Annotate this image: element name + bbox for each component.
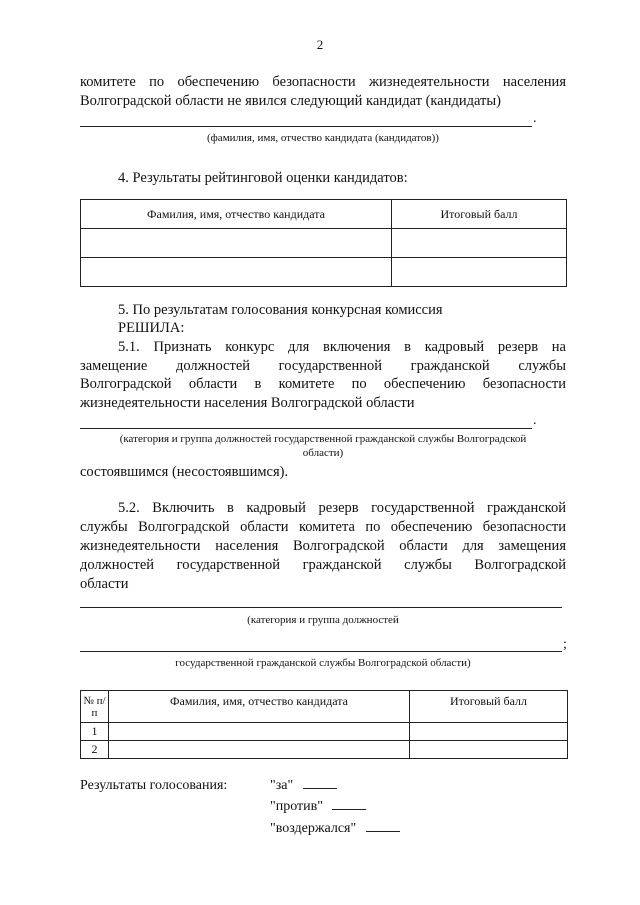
table-row: [81, 258, 567, 287]
table-cell: [410, 741, 568, 759]
table-cell: [392, 229, 567, 258]
p51-line-2: замещение должностей государственной гражданской службы: [80, 358, 566, 374]
p52-line-2: службы Волгоградской области комитета по обеспечению безопасности: [80, 519, 566, 535]
p52-line-5: области: [80, 576, 129, 592]
vote-abstained-blank: [366, 821, 400, 832]
p51-line-4: жизнедеятельности населения Волгоградской области: [80, 395, 415, 411]
vote-against-blank: [332, 799, 366, 810]
candidate-name-caption: (фамилия, имя, отчество кандидата (кандидатов)): [207, 132, 439, 144]
p51-line-end: .: [533, 413, 537, 428]
vote-against-label: "против": [270, 799, 323, 814]
voting-label: Результаты голосования:: [80, 778, 228, 793]
p52-line-1: 5.2. Включить в кадровый резерв государственной гражданской: [118, 500, 566, 516]
intro-line-end: .: [533, 111, 537, 126]
intro-line-2: Волгоградской области не явился следующий кандидат (кандидаты): [80, 93, 501, 109]
p51-tail: состоявшимся (несостоявшимся).: [80, 464, 289, 480]
table-cell: 1: [81, 723, 109, 741]
vote-against: [270, 799, 366, 815]
rating-header-score: Итоговый балл: [392, 200, 567, 229]
vote-for-blank: [303, 778, 337, 789]
p52-line2-end: ;: [563, 637, 567, 652]
table-cell: [109, 723, 410, 741]
p51-line-3: Волгоградской области в комитете по обеспечению безопасности: [80, 376, 566, 392]
table-row: [81, 229, 567, 258]
candidate-name-line: [80, 126, 532, 127]
table-cell: [109, 741, 410, 759]
vote-abstained: [270, 821, 400, 837]
section5-line-1: 5. По результатам голосования конкурсная комиссия: [118, 302, 443, 318]
reserve-header-num: № п/п: [81, 691, 109, 723]
category-group-line: [80, 607, 562, 608]
civil-service-line: [80, 651, 562, 652]
p52-line-3: жизнедеятельности населения Волгоградской области для замещения: [80, 538, 566, 554]
rating-header-name: Фамилия, имя, отчество кандидата: [81, 200, 392, 229]
intro-line-1: комитете по обеспечению безопасности жизнедеятельности населения: [80, 74, 566, 90]
table-cell: [81, 229, 392, 258]
section5-decided: РЕШИЛА:: [118, 320, 185, 336]
category-line: [80, 428, 532, 429]
reserve-table: [80, 690, 568, 759]
table-row: [81, 741, 568, 759]
reserve-header-name: Фамилия, имя, отчество кандидата: [109, 691, 410, 723]
civil-service-caption: государственной гражданской службы Волгоградской области): [175, 657, 471, 669]
reserve-header-score: Итоговый балл: [410, 691, 568, 723]
table-row: [81, 723, 568, 741]
category-group-caption: (категория и группа должностей: [247, 614, 399, 626]
table-cell: 2: [81, 741, 109, 759]
table-cell: [410, 723, 568, 741]
table-cell: [392, 258, 567, 287]
rating-table: [80, 199, 567, 287]
table-cell: [81, 258, 392, 287]
page-number: 2: [316, 37, 324, 52]
vote-abstained-label: "воздержался": [270, 821, 357, 836]
category-caption-2: области): [302, 447, 344, 459]
p52-line-4: должностей государственной гражданской службы Волгоградской: [80, 557, 566, 573]
section4-heading: 4. Результаты рейтинговой оценки кандидатов:: [118, 170, 408, 186]
vote-for: [270, 778, 337, 794]
vote-for-label: "за": [270, 778, 294, 793]
p51-line-1: 5.1. Признать конкурс для включения в кадровый резерв на: [118, 339, 566, 355]
category-caption-1: (категория и группа должностей государственной гражданской службы Волгоградской: [119, 433, 527, 445]
